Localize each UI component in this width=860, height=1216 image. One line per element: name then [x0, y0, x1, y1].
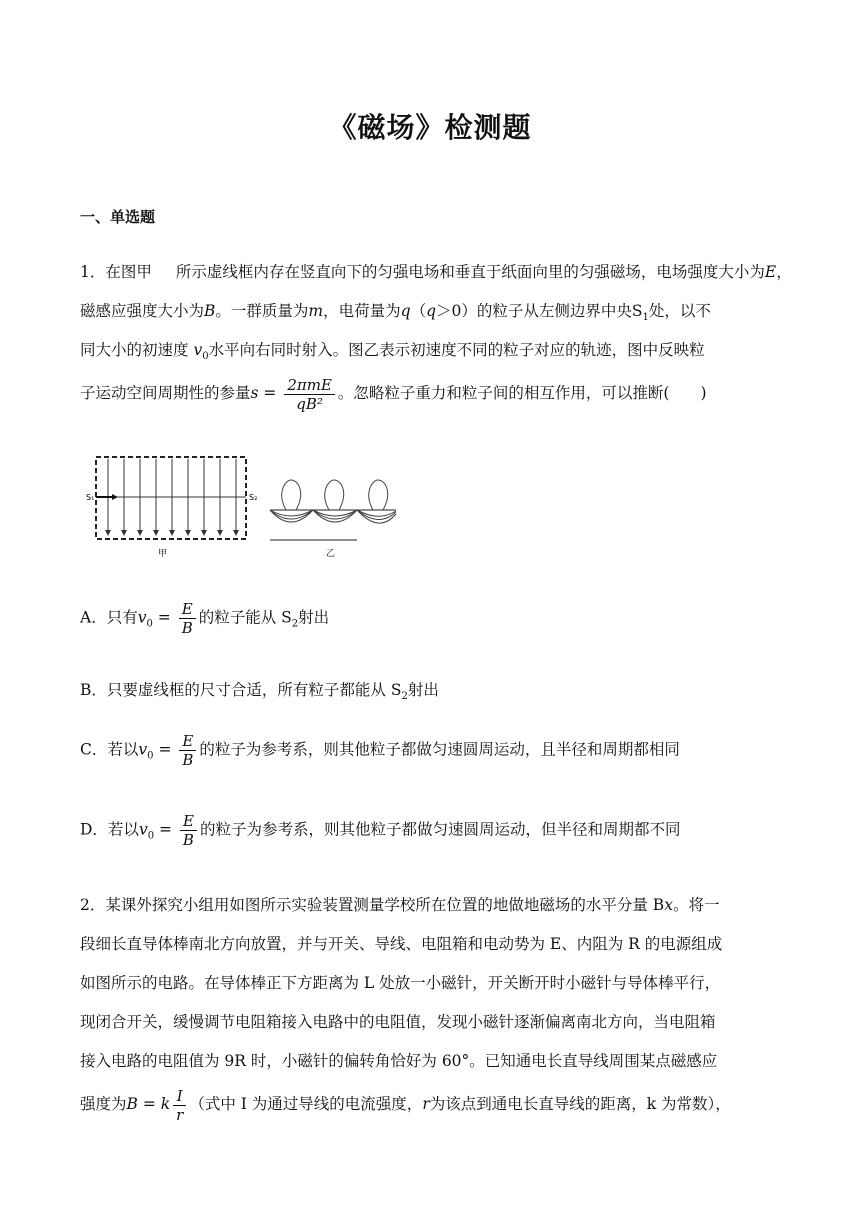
figure-jia [86, 457, 257, 559]
q2-line-2: 段细长直导体棒南北方向放置，并与开关、导线、电阻箱和电动势为 E、内阻为 R 的电源组成 [80, 935, 723, 953]
q2-line-3: 如图所示的电路。在导体棒正下方距离为 L 处放一小磁针，开关断开时小磁针与导体棒平行， [80, 974, 721, 992]
section-heading: 一、单选题 [80, 208, 156, 226]
fraction-E-B: $\frac{E}{B}$ [179, 732, 196, 769]
label-s2: S₂ [249, 493, 258, 502]
q1-figure [86, 452, 416, 562]
label-jia: 甲 [158, 549, 168, 559]
label-yi: 乙 [326, 549, 336, 559]
fraction-I-r: $\frac{I}{r}$ [173, 1087, 186, 1124]
question-1-stem [80, 253, 792, 416]
page-title: 《磁场》检测题 [328, 111, 532, 144]
q2-line-6: 强度为B = k $\frac{I}{r}$ （式中 I 为通过导线的电流强度，r为该点到通电长直导线的距离，k 为常数）， [80, 1086, 731, 1124]
q1-line-1: 1．在图甲 所示虚线框内存在竖直向下的匀强电场和垂直于纸面向里的匀强磁场，电场强度大小为E， [80, 263, 792, 281]
fraction-E-B: $\frac{E}{B}$ [179, 600, 196, 637]
q2-line-4: 现闭合开关，缓慢调节电阻箱接入电路中的电阻值，发现小磁针逐渐偏离南北方向，当电阻箱 [80, 1013, 716, 1031]
option-d: D．若以$v_0$ = $\frac{E}{B}$ 的粒子为参考系，则其他粒子都做匀速圆周运动，但半径和周期都不同 [80, 812, 681, 849]
option-a: A．只有$v_0$ = $\frac{E}{B}$ 的粒子能从 $S_2$射出 [80, 600, 330, 637]
label-s1: S₁ [86, 493, 95, 502]
q2-line-5: 接入电路的电阻值为 9R 时，小磁针的偏转角恰好为 60°。已知通电长直导线周围某点磁感应 [80, 1052, 718, 1070]
figure-yi [270, 480, 396, 559]
option-c: C．若以$v_0$ = $\frac{E}{B}$ 的粒子为参考系，则其他粒子都做匀速圆周运动，且半径和周期都相同 [80, 732, 680, 769]
option-b: B．只要虚线框的尺寸合适，所有粒子都能从 $S_2$射出 [80, 681, 439, 703]
q1-line-2: 磁感应强度大小为B。一群质量为m，电荷量为q（q＞0）的粒子从左侧边界中央$S_1$处，以不 [80, 302, 711, 324]
fraction-2pimE-qB2: $\frac{\text{2πmE}}{\text{qB²}}$ [284, 376, 335, 413]
q1-line-3: 同大小的初速度 $v_0$水平向右同时射入。图乙表示初速度不同的粒子对应的轨迹，图中反映粒 [80, 341, 705, 363]
fraction-E-B: $\frac{E}{B}$ [180, 812, 197, 849]
question-2-stem [80, 886, 780, 1127]
q2-line-1: 2．某课外探究小组用如图所示实验装置测量学校所在位置的地做地磁场的水平分量 Bx。将一 [80, 896, 720, 914]
q1-line-4: 子运动空间周期性的参量s = $\frac{\text{2πmE}}{\text{qB²}}$ 。忽略粒子重力和粒子间的相互作用，可以推断( ) [80, 375, 707, 413]
